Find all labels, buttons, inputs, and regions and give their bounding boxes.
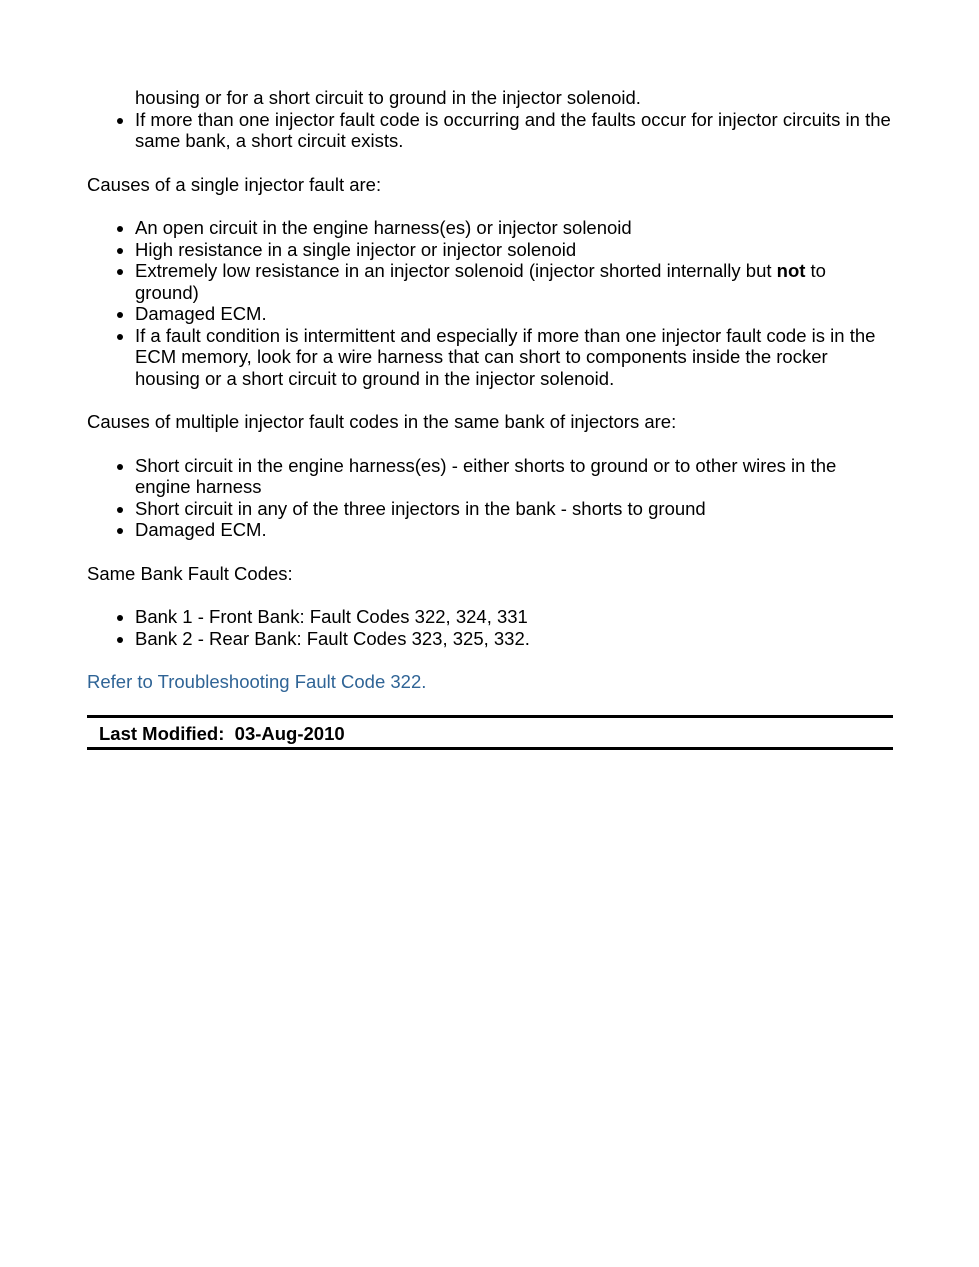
last-modified-footer [87, 715, 893, 751]
list-item-text: High resistance in a single injector or injector solenoid [135, 238, 577, 260]
list-item-text-after: to ground) [135, 260, 826, 303]
list-item [135, 498, 893, 520]
list-item-text: Damaged ECM. [135, 519, 267, 540]
list-item [135, 606, 893, 628]
list-item [135, 519, 893, 541]
emphasis-text: not [776, 260, 806, 281]
list-item-text: Short circuit in the engine harness(es) - either shorts to ground or to other wires in the engine harness [135, 454, 837, 497]
last-modified-text: Last Modified: 03-Aug-2010 [99, 722, 345, 744]
list-item [135, 303, 893, 325]
list-item-text-before: Extremely low resistance in an injector solenoid (injector shorted internally but [135, 260, 777, 281]
list-item [135, 109, 893, 152]
list-item [135, 239, 893, 261]
list-item-text: If more than one injector fault code is occurring and the faults occur for injector circuits in the same bank, a short circuit exists. [135, 108, 891, 151]
list-item-continuation [135, 87, 893, 109]
list-item-text: Bank 2 - Rear Bank: Fault Codes 323, 325, 332. [135, 627, 530, 649]
document-page [87, 87, 893, 750]
single-fault-list [87, 217, 893, 389]
multiple-faults-heading: Causes of multiple injector fault codes in the same bank of injectors are: [87, 411, 677, 432]
list-item [135, 325, 893, 390]
multiple-faults-list [87, 455, 893, 541]
list-item-text: Short circuit in any of the three injectors in the bank - shorts to ground [135, 497, 706, 519]
list-item [135, 217, 893, 239]
list-item [135, 628, 893, 650]
list-item-text: housing or for a short circuit to ground in the injector solenoid. [135, 87, 641, 108]
list-item-text: Damaged ECM. [135, 303, 267, 324]
troubleshooting-link[interactable]: Refer to Troubleshooting Fault Code 322. [87, 671, 427, 692]
list-item-text: Bank 1 - Front Bank: Fault Codes 322, 324, 331 [135, 606, 528, 627]
same-bank-list [87, 606, 893, 649]
list-item-text: An open circuit in the engine harness(es) or injector solenoid [135, 217, 632, 238]
list-item-text: If a fault condition is intermittent and especially if more than one injector fault code is in the ECM memory, look for a wire harness that can short to components inside the rocker housing or a short circuit to ground in the injector solenoid. [135, 324, 876, 389]
list-item [135, 455, 893, 498]
list-item [135, 260, 893, 303]
single-fault-heading: Causes of a single injector fault are: [87, 173, 382, 195]
top-bullet-list [87, 87, 893, 152]
same-bank-heading: Same Bank Fault Codes: [87, 562, 293, 584]
